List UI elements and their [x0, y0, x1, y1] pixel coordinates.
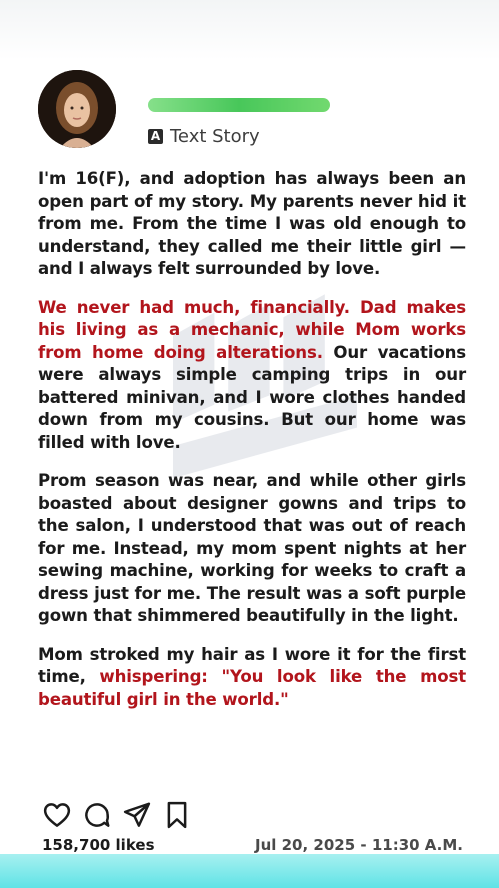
username-redacted: [148, 98, 330, 112]
paragraph-4-text: Mom stroked my hair as I wore it for the first time,: [38, 644, 466, 686]
story-text: [38, 168, 466, 727]
avatar-photo: [38, 70, 116, 148]
text-story-icon: A: [148, 129, 163, 144]
likes-count: 158,700 likes: [42, 836, 155, 854]
post-header: [38, 70, 458, 150]
paragraph-3: [38, 470, 466, 628]
avatar[interactable]: [38, 70, 116, 148]
paragraph-1-text: I'm 16(F), and adoption has always been an open part of my story. My parents never hid it from me. From the time I was old enough to understand, they called me their little girl — and I always felt surrounded by love.: [38, 169, 466, 278]
heart-icon[interactable]: [42, 800, 72, 830]
story-type-label: Text Story: [170, 126, 260, 147]
post-date: Jul 20, 2025 - 11:30 A.M.: [254, 836, 463, 854]
paragraph-2-highlight: We never had much, financially. Dad makes his living as a mechanic, while Mom works from home doing alterations.: [38, 297, 466, 362]
paragraph-4-highlight: whispering: "You look like the most beautiful girl in the world.": [38, 667, 466, 709]
paragraph-2-text: Our vacations were always simple camping trips in our battered minivan, and I wore clothes handed down from my cousins. But our home was filled with love.: [38, 342, 467, 452]
bottom-strip: [0, 854, 499, 888]
comment-icon[interactable]: [82, 800, 112, 830]
paragraph-4: [38, 644, 466, 712]
paragraph-2: [38, 297, 466, 455]
bookmark-icon[interactable]: [162, 800, 192, 830]
top-fade: [0, 0, 499, 60]
paragraph-3-text: Prom season was near, and while other girls boasted about designer gowns and trips to the salon, I understood that was out of reach for me. Instead, my mom spent nights at her sewing machine, working for weeks to craft a dress just for me. The result was a soft purple gown that shimmered beautifully in the light.: [38, 471, 466, 625]
story-type: [148, 126, 260, 147]
paragraph-1: [38, 168, 466, 281]
share-icon[interactable]: [122, 800, 152, 830]
post-actions: [42, 800, 192, 830]
